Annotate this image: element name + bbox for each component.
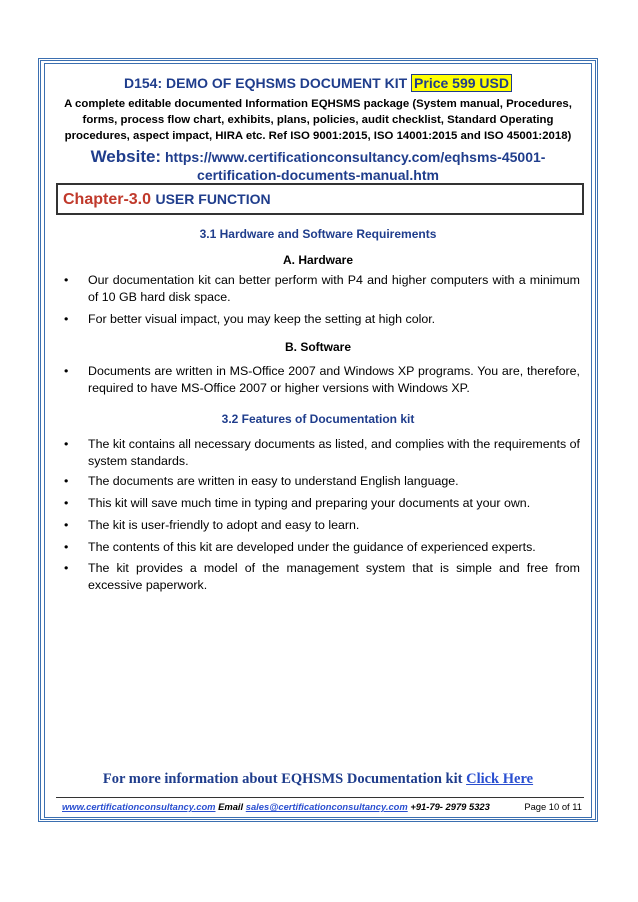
list-item [64, 560, 580, 594]
list-item [64, 495, 580, 512]
document-subtitle [52, 96, 584, 144]
chapter-number: Chapter-3.0 [63, 191, 152, 208]
list-item [64, 539, 580, 556]
bullet-icon: • [64, 312, 69, 326]
website-label: Website: [90, 147, 162, 166]
footer-site-link[interactable]: www.certificationconsultancy.com [62, 801, 216, 812]
list-item-text: The kit is user-friendly to adopt and easy to learn. [88, 518, 360, 532]
website-url-line2[interactable]: certification-documents-manual.htm [197, 167, 439, 183]
price-badge: Price 599 USD [411, 74, 512, 92]
list-item-text: The contents of this kit are developed under the guidance of experienced experts. [88, 540, 536, 554]
list-item [64, 363, 580, 397]
website-block [52, 148, 584, 184]
bullet-icon: • [64, 496, 69, 510]
subtitle-line: forms, process flow chart, exhibits, plans, policies, audit checklist, Standard Operating [82, 114, 554, 126]
list-item [64, 311, 580, 328]
page-footer [62, 801, 584, 812]
footer-phone: +91-79- 2979 5323 [410, 801, 490, 812]
list-item-text: This kit will save much time in typing and preparing your documents at your own. [88, 496, 531, 510]
more-info-line [44, 771, 592, 788]
bullet-icon: • [64, 561, 69, 575]
chapter-name: USER FUNCTION [155, 191, 271, 207]
page-number: Page 10 of 11 [524, 801, 582, 812]
bullet-icon: • [64, 364, 69, 378]
bullet-icon: • [64, 474, 69, 488]
more-info-text: For more information about EQHSMS Documentation kit [102, 771, 463, 787]
list-item [64, 517, 580, 534]
list-item-text: The kit contains all necessary documents as listed, and complies with the requirements of system standards. [88, 437, 580, 468]
bullet-icon: • [64, 273, 69, 287]
list-item [64, 436, 580, 470]
subtitle-line: procedures, aspect impact, HIRA etc. Ref ISO 9001:2015, ISO 14001:2015 and ISO 45001:2018) [64, 130, 572, 142]
list-item [64, 473, 580, 490]
footer-divider [56, 797, 584, 798]
hardware-title: A. Hardware [282, 253, 354, 267]
bullet-icon: • [64, 437, 69, 451]
software-title: B. Software [284, 340, 351, 354]
subtitle-line: A complete editable documented Information EQHSMS package (System manual, Procedures, [64, 98, 572, 110]
list-item-text: Documents are written in MS-Office 2007 and Windows XP programs. You are, therefore, required to have MS-Office 2007 or higher versions with Windows XP. [88, 364, 580, 395]
click-here-link[interactable]: Click Here [466, 771, 534, 787]
section-3-1-title: 3.1 Hardware and Software Requirements [199, 227, 437, 241]
list-item-text: For better visual impact, you may keep the setting at high color. [88, 312, 436, 326]
bullet-icon: • [64, 518, 69, 532]
list-item-text: Our documentation kit can better perform with P4 and higher computers with a minimum of 10 GB hard disk space. [88, 273, 580, 304]
list-item-text: The documents are written in easy to understand English language. [88, 474, 459, 488]
chapter-heading [63, 191, 271, 209]
list-item-text: The kit provides a model of the management system that is simple and free from excessive paperwork. [88, 561, 580, 592]
website-url-line1[interactable]: https://www.certificationconsultancy.com/eqhsms-45001- [165, 149, 546, 165]
document-title [44, 75, 592, 91]
footer-email-label: Email [218, 801, 244, 812]
section-3-2-title: 3.2 Features of Documentation kit [221, 412, 415, 426]
bullet-icon: • [64, 540, 69, 554]
title-text: D154: DEMO OF EQHSMS DOCUMENT KIT [124, 75, 408, 91]
list-item [64, 272, 580, 306]
footer-email-link[interactable]: sales@certificationconsultancy.com [245, 801, 408, 812]
